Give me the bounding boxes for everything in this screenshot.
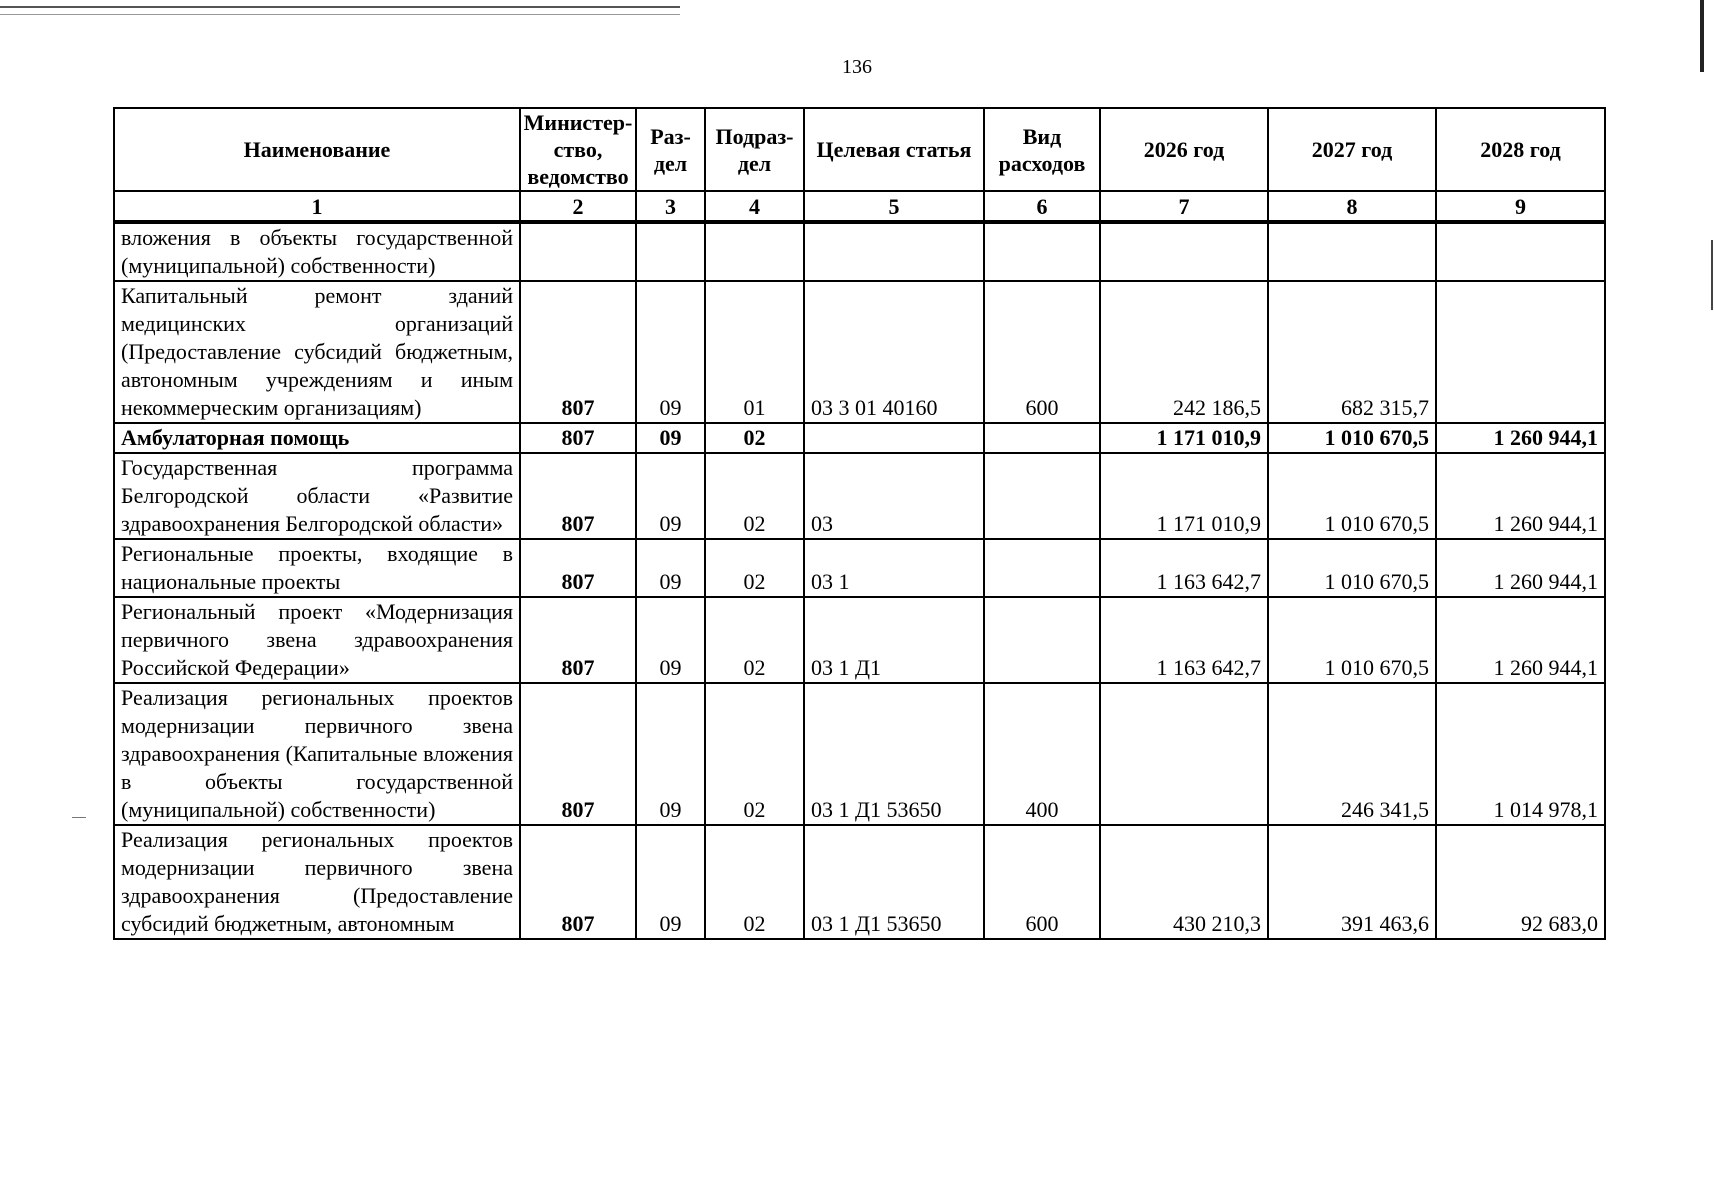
budget-table [113, 107, 1606, 940]
row-target: 03 1 Д1 [804, 597, 984, 683]
row-2026: 1 171 010,9 [1100, 423, 1268, 453]
row-2027: 1 010 670,5 [1268, 423, 1436, 453]
row-section: 09 [636, 683, 705, 825]
table-row [114, 825, 1605, 939]
row-2027: 682 315,7 [1268, 281, 1436, 423]
row-2026: 1 171 010,9 [1100, 453, 1268, 539]
row-ministry: 807 [520, 423, 636, 453]
row-expense-type: 600 [984, 825, 1100, 939]
row-ministry: 807 [520, 597, 636, 683]
row-2027: 246 341,5 [1268, 683, 1436, 825]
column-number: 7 [1100, 191, 1268, 222]
scan-edge-mark-lower [1711, 240, 1713, 310]
row-2027 [1268, 222, 1436, 281]
table-row [114, 539, 1605, 597]
row-name: вложения в объекты государственной (муниципальной) собственности) [114, 222, 520, 281]
row-expense-type [984, 423, 1100, 453]
row-2026: 242 186,5 [1100, 281, 1268, 423]
table-row-subtotal [114, 423, 1605, 453]
row-section: 09 [636, 453, 705, 539]
row-subsection [705, 222, 804, 281]
scan-top-rule-thin [0, 14, 680, 15]
row-2028 [1436, 281, 1605, 423]
row-ministry: 807 [520, 453, 636, 539]
row-subsection: 02 [705, 423, 804, 453]
row-2028: 1 260 944,1 [1436, 597, 1605, 683]
header-subsection: Подраз-дел [705, 108, 804, 191]
row-target: 03 [804, 453, 984, 539]
row-name: Капитальный ремонт зданий медицинских организаций (Предоставление субсидий бюджетным, автономным учреждениям и иным некоммерческим организациям) [114, 281, 520, 423]
row-ministry [520, 222, 636, 281]
row-target: 03 1 Д1 53650 [804, 825, 984, 939]
row-target: 03 1 [804, 539, 984, 597]
column-number: 5 [804, 191, 984, 222]
column-number: 9 [1436, 191, 1605, 222]
row-name: Амбулаторная помощь [114, 423, 520, 453]
table-row [114, 683, 1605, 825]
row-2028: 1 260 944,1 [1436, 423, 1605, 453]
column-number: 4 [705, 191, 804, 222]
row-2026 [1100, 683, 1268, 825]
row-section: 09 [636, 539, 705, 597]
row-subsection: 02 [705, 453, 804, 539]
row-target: 03 1 Д1 53650 [804, 683, 984, 825]
column-number: 6 [984, 191, 1100, 222]
row-2026 [1100, 222, 1268, 281]
row-name: Реализация региональных проектов модернизации первичного звена здравоохранения (Предоставление субсидий бюджетным, автономным [114, 825, 520, 939]
row-2028: 92 683,0 [1436, 825, 1605, 939]
row-target [804, 423, 984, 453]
row-target: 03 3 01 40160 [804, 281, 984, 423]
row-target [804, 222, 984, 281]
row-2026: 430 210,3 [1100, 825, 1268, 939]
row-subsection: 02 [705, 825, 804, 939]
row-section: 09 [636, 597, 705, 683]
column-number: 3 [636, 191, 705, 222]
row-2027: 1 010 670,5 [1268, 453, 1436, 539]
header-target: Целевая статья [804, 108, 984, 191]
row-section: 09 [636, 423, 705, 453]
row-subsection: 01 [705, 281, 804, 423]
row-section [636, 222, 705, 281]
column-number-row [114, 191, 1605, 222]
header-ministry: Министер-ство, ведомство [520, 108, 636, 191]
row-subsection: 02 [705, 597, 804, 683]
row-2028: 1 014 978,1 [1436, 683, 1605, 825]
row-expense-type [984, 597, 1100, 683]
row-expense-type [984, 539, 1100, 597]
header-2028: 2028 год [1436, 108, 1605, 191]
row-2028 [1436, 222, 1605, 281]
header-expense-type: Вид расходов [984, 108, 1100, 191]
row-2026: 1 163 642,7 [1100, 597, 1268, 683]
row-2027: 1 010 670,5 [1268, 539, 1436, 597]
header-section: Раз-дел [636, 108, 705, 191]
row-section: 09 [636, 281, 705, 423]
row-subsection: 02 [705, 539, 804, 597]
header-name: Наименование [114, 108, 520, 191]
scan-margin-dash [72, 817, 86, 818]
page-number: 136 [842, 56, 872, 78]
row-2026: 1 163 642,7 [1100, 539, 1268, 597]
row-name: Государственная программа Белгородской области «Развитие здравоохранения Белгородской области» [114, 453, 520, 539]
row-ministry: 807 [520, 683, 636, 825]
row-ministry: 807 [520, 539, 636, 597]
table-header-row [114, 108, 1605, 191]
row-2028: 1 260 944,1 [1436, 539, 1605, 597]
column-number: 2 [520, 191, 636, 222]
row-expense-type: 600 [984, 281, 1100, 423]
row-section: 09 [636, 825, 705, 939]
row-ministry: 807 [520, 281, 636, 423]
row-ministry: 807 [520, 825, 636, 939]
row-expense-type [984, 453, 1100, 539]
row-name: Реализация региональных проектов модернизации первичного звена здравоохранения (Капитальные вложения в объекты государственной (муниципальной) собственности) [114, 683, 520, 825]
column-number: 1 [114, 191, 520, 222]
row-2028: 1 260 944,1 [1436, 453, 1605, 539]
header-2026: 2026 год [1100, 108, 1268, 191]
column-number: 8 [1268, 191, 1436, 222]
row-name: Региональные проекты, входящие в национальные проекты [114, 539, 520, 597]
row-2027: 391 463,6 [1268, 825, 1436, 939]
row-expense-type [984, 222, 1100, 281]
scan-top-rule [0, 6, 680, 8]
table-row [114, 453, 1605, 539]
header-2027: 2027 год [1268, 108, 1436, 191]
table-row [114, 597, 1605, 683]
row-expense-type: 400 [984, 683, 1100, 825]
row-2027: 1 010 670,5 [1268, 597, 1436, 683]
table-row [114, 281, 1605, 423]
table-row [114, 222, 1605, 281]
row-subsection: 02 [705, 683, 804, 825]
row-name: Региональный проект «Модернизация первичного звена здравоохранения Российской Федерации» [114, 597, 520, 683]
